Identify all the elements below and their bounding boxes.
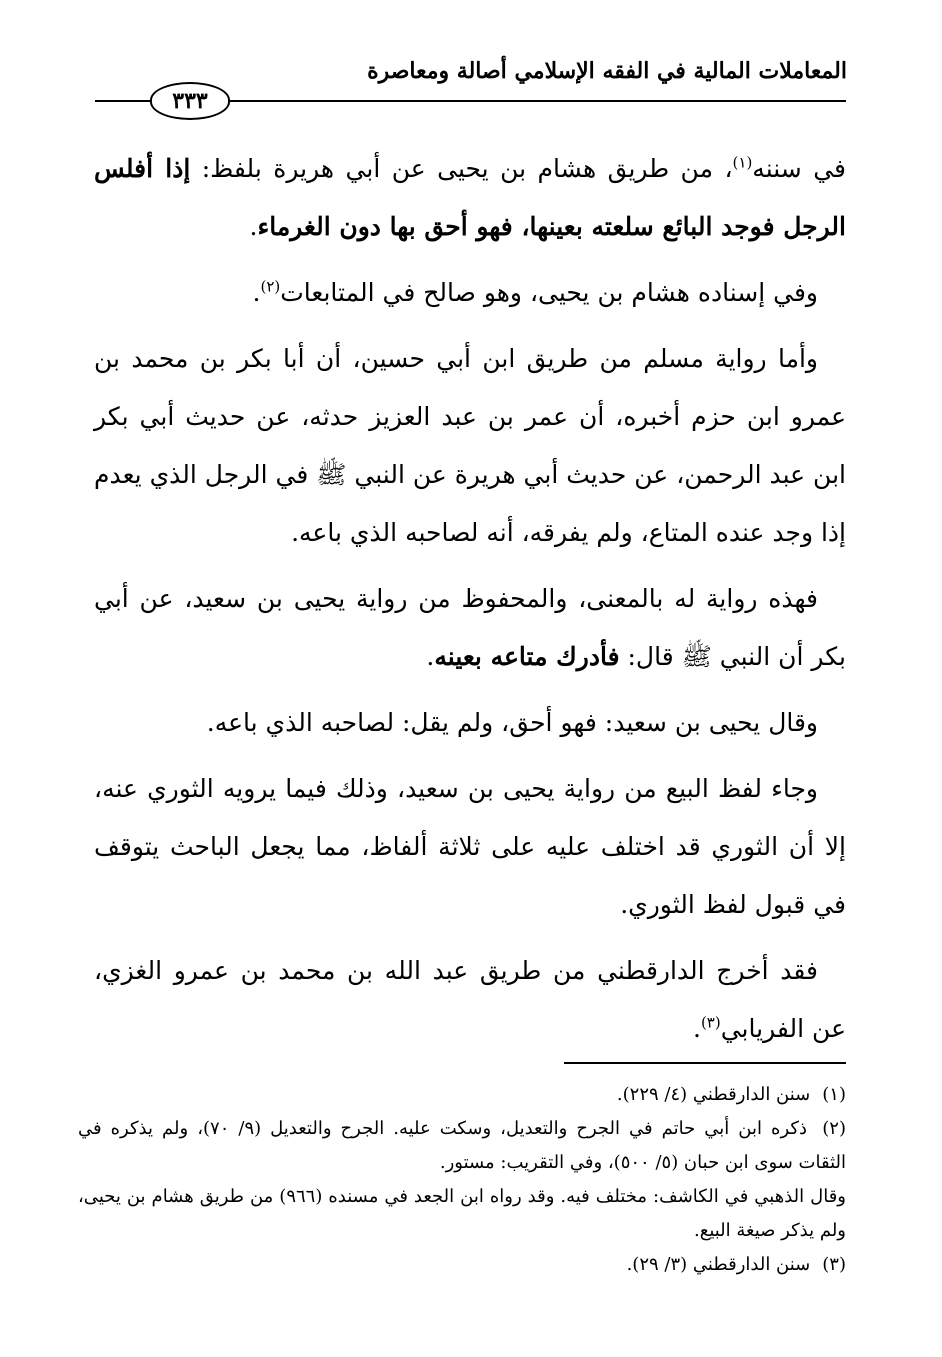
page-number-badge: ٣٣٣ <box>150 82 230 120</box>
paragraph-1 <box>94 140 846 256</box>
footnote-2-text: ذكره ابن أبي حاتم في الجرح والتعديل، وسكت عليه. الجرح والتعديل (٩/ ٧٠)، ولم يذكره في الثقات سوى ابن حبان (٥/ ٥٠٠)، وفي التقريب: مستور. <box>78 1118 846 1173</box>
p4-hadith-text: فأدرك متاعه بعينه <box>434 642 620 671</box>
header-rule <box>228 100 846 102</box>
footnote-2 <box>78 1112 846 1180</box>
footnote-ref-2: (٢) <box>260 277 281 296</box>
footnote-1-number: (١) <box>822 1084 846 1105</box>
paragraph-6: وجاء لفظ البيع من رواية يحيى بن سعيد، وذلك فيما يرويه الثوري عنه، إلا أن الثوري قد اختلف عليه على ثلاثة ألفاظ، مما يجعل الباحث يتوقف في قبول لفظ الثوري. <box>94 774 846 919</box>
footnote-2-number: (٢) <box>822 1118 846 1139</box>
paragraph-4 <box>94 570 846 686</box>
running-header-title: المعاملات المالية في الفقه الإسلامي أصالة ومعاصرة <box>367 58 847 84</box>
p1-end: . <box>249 212 258 241</box>
footnote-ref-3: (٣) <box>700 1013 721 1032</box>
p7-end: . <box>692 1014 701 1043</box>
p4-end: . <box>426 642 435 671</box>
footnote-3-number: (٣) <box>822 1254 846 1275</box>
main-text <box>94 140 846 1058</box>
p2-text: وفي إسناده هشام بن يحيى، وهو صالح في المتابعات <box>280 278 818 307</box>
p1-hadith-text: إذا أفلس الرجل فوجد البائع سلعته بعينها، فهو أحق بها دون الغرماء <box>94 154 846 241</box>
p1-text-b: ، من طريق هشام بن يحيى عن أبي هريرة بلفظ: <box>190 154 733 183</box>
footnote-1 <box>78 1078 846 1112</box>
footnotes <box>78 1078 846 1282</box>
header-rule-left <box>95 100 150 102</box>
footnote-ref-1: (١) <box>732 153 753 172</box>
p2-end: . <box>252 278 261 307</box>
paragraph-5: وقال يحيى بن سعيد: فهو أحق، ولم يقل: لصاحبه الذي باعه. <box>206 708 818 737</box>
p7-text: فقد أخرج الدارقطني من طريق عبد الله بن محمد بن عمرو الغزي، عن الفريابي <box>94 956 846 1043</box>
p4-text: فهذه رواية له بالمعنى، والمحفوظ من رواية يحيى بن سعيد، عن أبي بكر أن النبي ﷺ قال: <box>94 584 846 671</box>
footnote-1-text: سنن الدارقطني (٤/ ٢٢٩). <box>616 1084 811 1105</box>
p1-text-a: في سننه <box>752 154 846 183</box>
footnote-3-text: سنن الدارقطني (٣/ ٢٩). <box>626 1254 811 1275</box>
footnote-3 <box>78 1248 846 1282</box>
paragraph-7 <box>94 942 846 1058</box>
paragraph-2 <box>94 264 846 322</box>
paragraph-3: وأما رواية مسلم من طريق ابن أبي حسين، أن أبا بكر بن محمد بن عمرو ابن حزم أخبره، أن عمر بن عبد العزيز حدثه، عن حديث أبي بكر ابن عبد الرحمن، عن حديث أبي هريرة عن النبي ﷺ في الرجل الذي يعدم إذا وجد عنده المتاع، ولم يفرقه، أنه لصاحبه الذي باعه. <box>94 344 846 547</box>
footnote-separator <box>564 1062 846 1064</box>
footnote-2-continuation: وقال الذهبي في الكاشف: مختلف فيه. وقد رواه ابن الجعد في مسنده (٩٦٦) من طريق هشام بن يحيى، ولم يذكر صيغة البيع. <box>78 1186 846 1241</box>
